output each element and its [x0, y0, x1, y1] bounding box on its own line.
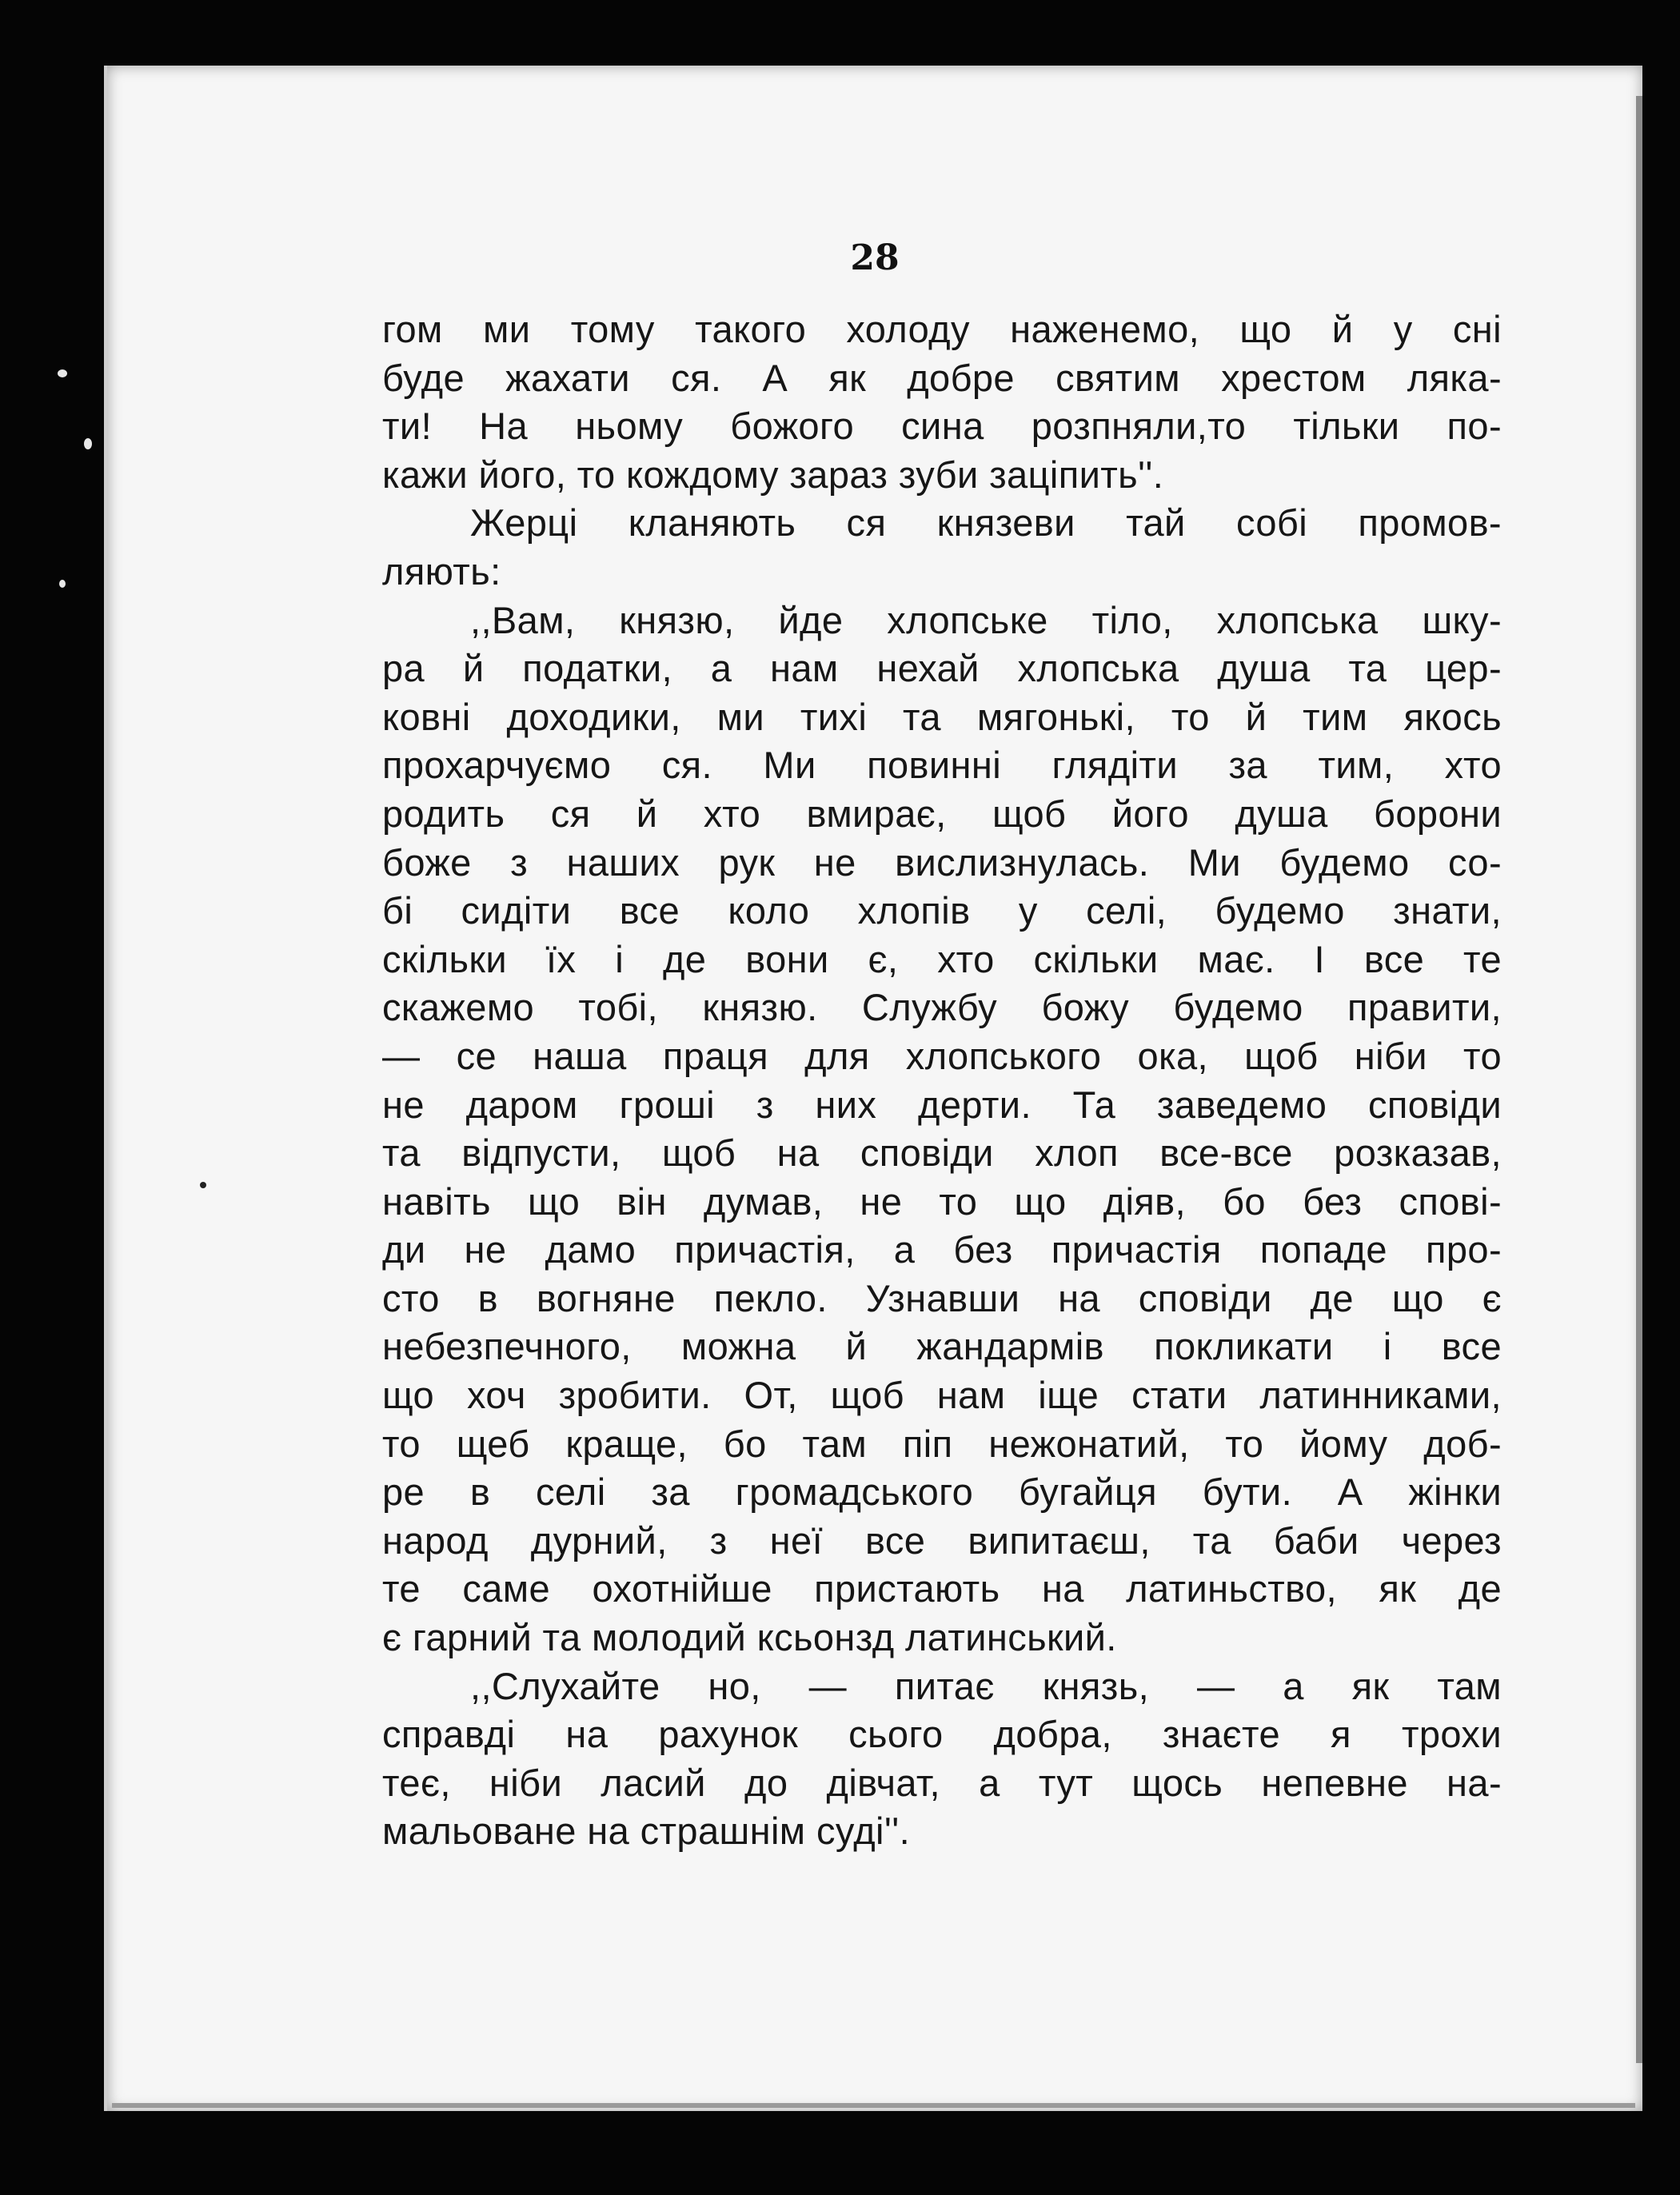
text-line: прохарчуємо ся. Ми повинні глядіти за тим, хто	[382, 744, 1502, 787]
text-line: буде жахати ся. А як добре святим хрестом ляка-	[382, 356, 1502, 399]
text-line: є гарний та молодий ксьонзд латинський.	[382, 1616, 1117, 1659]
page-number: 28	[850, 237, 900, 278]
scan-speck	[58, 369, 67, 377]
text-line: боже з наших рук не вислизнулась. Ми будемо со-	[382, 840, 1502, 884]
text-line: то щеб краще, бо там піп нежонатий, то йому доб-	[382, 1422, 1502, 1465]
text-line: справді на рахунок сього добра, знаєте я трохи	[382, 1713, 1502, 1756]
text-line: сто в вогняне пекло. Узнавши на сповіди де що є	[382, 1276, 1502, 1319]
text-line: мальоване на страшнім суді''.	[382, 1810, 911, 1853]
text-line: те саме охотнійше пристають на латиньство, як де	[382, 1567, 1502, 1610]
text-line: родить ся й хто вмирає, щоб його душа борони	[382, 792, 1502, 835]
text-line: навіть що він думав, не то що діяв, бо без спові-	[382, 1179, 1502, 1223]
text-line: бі сидіти все коло хлопів у селі, будемо знати,	[382, 889, 1502, 932]
text-line: ти! На ньому божого сина розпняли,то тільки по-	[382, 405, 1502, 448]
text-line: ,,Вам, князю, йде хлопське тіло, хлопська шку-	[470, 598, 1502, 641]
text-line: ,,Слухайте но, — питає князь, — а як там	[470, 1664, 1502, 1707]
book-page	[104, 66, 1642, 2111]
body-text	[382, 305, 1502, 1856]
text-line: ра й податки, а нам нехай хлопська душа та цер-	[382, 647, 1502, 690]
text-line: народ дурний, з неї все випитаєш, та баби через	[382, 1519, 1502, 1562]
text-line: ди не дамо причастія, а без причастія попаде про-	[382, 1228, 1502, 1271]
text-line: теє, ніби ласий до дівчат, а тут щось непевне на-	[382, 1761, 1502, 1804]
text-line: та відпусти, щоб на сповіди хлоп все-все розказав,	[382, 1131, 1502, 1175]
page-edge-right	[1636, 96, 1642, 2063]
text-line: — се наша праця для хлопського ока, щоб ніби то	[382, 1034, 1502, 1077]
scan-speck	[200, 1182, 206, 1188]
text-line: скільки їх і де вони є, хто скільки має. І все те	[382, 937, 1502, 980]
text-line: ляють:	[382, 549, 501, 593]
text-line: Жерці кланяють ся князеви тай собі промов-	[470, 501, 1502, 545]
text-line: що хоч зробити. От, щоб нам іще стати латинниками,	[382, 1374, 1502, 1417]
text-line: гом ми тому такого холоду наженемо, що й у сні	[382, 308, 1502, 350]
text-line: скажемо тобі, князю. Службу божу будемо правити,	[382, 986, 1502, 1029]
text-line: кажи його, то кождому зараз зуби заціпить''.	[382, 453, 1164, 496]
text-line: ре в селі за громадського бугайця бути. А жінки	[382, 1471, 1502, 1514]
text-line: ковні доходики, ми тихі та мягонькі, то й тим якось	[382, 695, 1502, 738]
scan-speck	[59, 580, 66, 588]
scan-speck	[84, 438, 92, 449]
text-line: небезпечного, можна й жандармів покликати і все	[382, 1325, 1502, 1368]
text-line: не даром гроші з них дерти. Та заведемо сповіди	[382, 1083, 1502, 1126]
page-edge-bottom	[112, 2103, 1635, 2108]
